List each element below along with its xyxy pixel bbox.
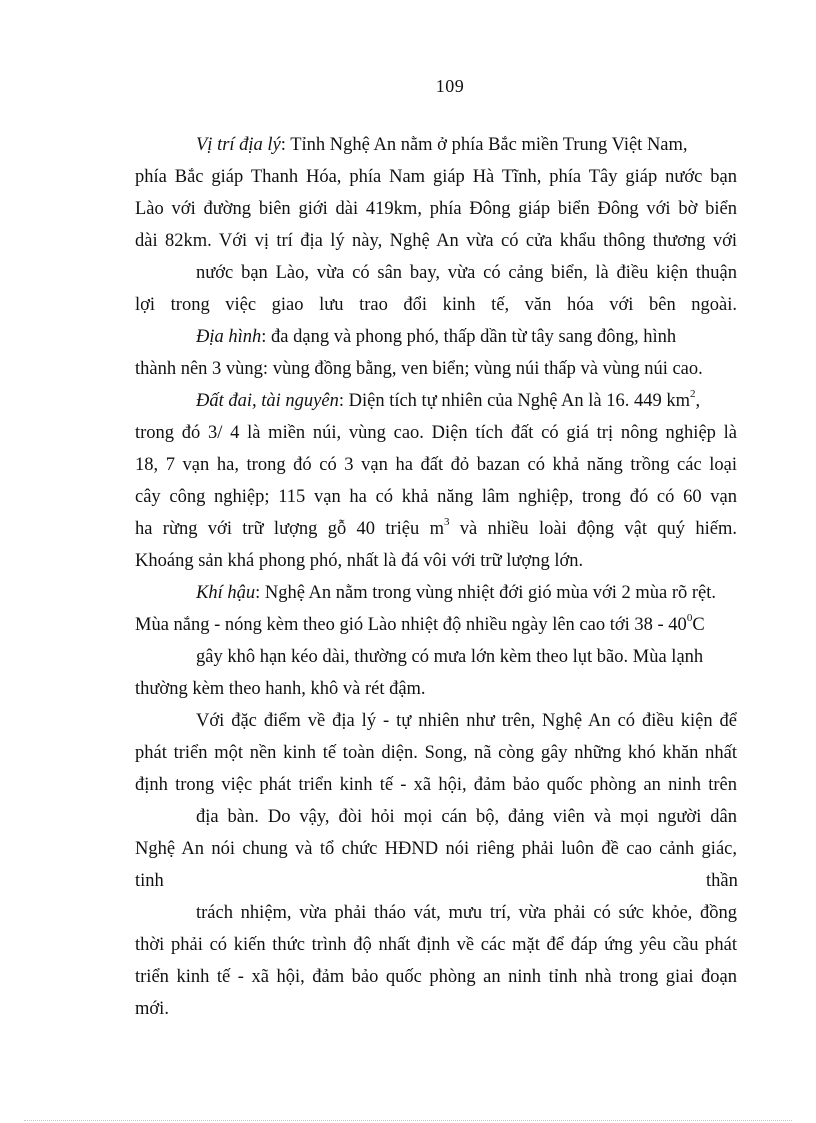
land-line-1: Đất đai, tài nguyên: Diện tích tự nhiên của Nghệ An là 16. 449 $km^2$, (196, 387, 701, 411)
terrain-label: Địa hình (196, 327, 262, 347)
land-line-4: cây công nghiệp; 115 vạn ha có khả năng lâm nghiệp, trong đó có 60 vạn (135, 487, 737, 507)
climate-line-3: gây khô hạn kéo dài, thường có mưa lớn kèm theo lụt bão. Mùa lạnh (196, 647, 704, 667)
location-line-6: lợi trong việc giao lưu trao đổi kinh tế, văn hóa với bên ngoài. (135, 295, 737, 315)
conclusion-line-4: địa bàn. Do vậy, đòi hỏi mọi cán bộ, đảng viên và mọi người dân (196, 807, 737, 827)
location-label: Vị trí địa lý (196, 135, 281, 155)
location-line-5: nước bạn Lào, vừa có sân bay, vừa có cảng biển, là điều kiện thuận (196, 263, 737, 283)
location-line-3: Lào với đường biên giới dài 419km, phía Đông giáp biển Đông với bờ biển (135, 199, 737, 219)
conclusion-line-6-left: tinh (135, 871, 164, 891)
climate-line-2: Mùa nắng - nóng kèm theo gió Lào nhiệt độ nhiều ngày lên cao tới $38 - 40^0C$ (135, 611, 705, 635)
climate-line-1: Khí hậu: Nghệ An nằm trong vùng nhiệt đới gió mùa với 2 mùa rõ rệt. (196, 583, 717, 603)
page-number: 109 (435, 76, 465, 96)
land-line-6: Khoáng sản khá phong phó, nhất là đá vôi với trữ lượng lớn. (135, 551, 584, 571)
location-line-1: Vị trí địa lý: Tỉnh Nghệ An nằm ở phía Bắc miền Trung Việt Nam, (196, 135, 688, 155)
land-label: Đất đai, tài nguyên (196, 391, 339, 411)
climate-line-4: thường kèm theo hanh, khô và rét đậm. (135, 679, 426, 699)
conclusion-line-8: thời phải có kiến thức trình độ nhất định về các mặt để đáp ứng yêu cầu phát (135, 935, 737, 955)
terrain-line-1: Địa hình: đa dạng và phong phó, thấp dần từ tây sang đông, hình (196, 327, 677, 347)
land-line-2: trong đó 3/ 4 là miền núi, vùng cao. Diện tích đất có giá trị nông nghiệp là (135, 423, 737, 443)
land-line-3: 18, 7 vạn ha, trong đó có 3 vạn ha đất đỏ bazan có khả năng trồng các loại (135, 455, 737, 475)
conclusion-line-7: trách nhiệm, vừa phải tháo vát, mưu trí, vừa phải có sức khỏe, đồng (196, 903, 737, 923)
conclusion-line-9: triển kinh tế - xã hội, đảm bảo quốc phòng an ninh tỉnh nhà trong giai đoạn (135, 967, 737, 987)
conclusion-line-1: Với đặc điểm về địa lý - tự nhiên như trên, Nghệ An có điều kiện để (196, 711, 737, 731)
terrain-line-2: thành nên 3 vùng: vùng đồng bằng, ven biển; vùng núi thấp và vùng núi cao. (135, 359, 703, 379)
conclusion-line-6-right: thần (706, 871, 738, 891)
conclusion-line-3: định trong việc phát triển kinh tế - xã hội, đảm bảo quốc phòng an ninh trên (135, 775, 737, 795)
conclusion-line-10: mới. (135, 999, 169, 1019)
location-line-4: dài 82km. Với vị trí địa lý này, Nghệ An vừa có cửa khẩu thông thương với (135, 231, 737, 251)
climate-label: Khí hậu (196, 583, 256, 603)
page-bottom-divider (24, 1120, 792, 1121)
land-line-5: ha rừng với trữ lượng gỗ 40 triệu $m^3$ và nhiều loài động vật quý hiếm. (135, 515, 737, 539)
conclusion-line-2: phát triển một nền kinh tế toàn diện. Song, nã còng gây những khó khăn nhất (135, 743, 737, 763)
conclusion-line-5: Nghệ An nói chung và tổ chức HĐND nói riêng phải luôn đề cao cảnh giác, (135, 839, 737, 859)
location-line-2: phía Bắc giáp Thanh Hóa, phía Nam giáp Hà Tĩnh, phía Tây giáp nước bạn (135, 167, 737, 187)
